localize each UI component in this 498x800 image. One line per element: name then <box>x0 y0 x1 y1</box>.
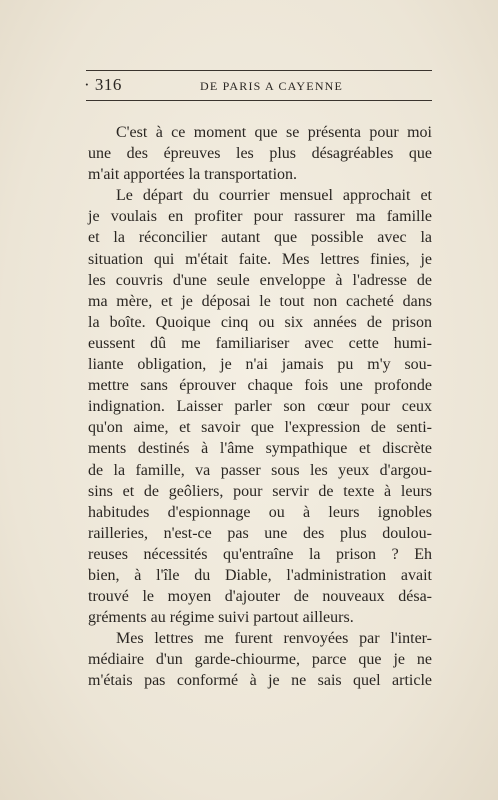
text-line: liante obligation, je n'ai jamais pu m'y sou- <box>88 356 432 374</box>
text-line: qu'on aime, et savoir que l'expression de senti- <box>88 419 432 437</box>
text-line: situation qui m'était faite. Mes lettres finies, je <box>88 250 432 268</box>
text-line: et la réconcilier autant que possible avec la <box>88 229 432 247</box>
text-line: ma mère, et je déposai le tout non cacheté dans <box>88 292 432 310</box>
text-line: la boîte. Quoique cinq ou six années de prison <box>88 313 432 331</box>
text-line: m'étais pas conformé à je ne sais quel article <box>88 672 432 690</box>
text-line: m'ait apportées la transportation. <box>88 166 298 184</box>
text-line: médiaire d'un garde-chiourme, parce que je ne <box>88 651 432 669</box>
text-line: je voulais en profiter pour rassurer ma famille <box>88 208 432 226</box>
text-line: Le départ du courrier mensuel approchait et <box>116 187 432 205</box>
running-head: DE PARIS A CAYENNE <box>200 79 344 93</box>
text-line: ments destinés à l'âme sympathique et discrète <box>88 440 432 458</box>
text-line: les couvris d'une seule enveloppe à l'adresse de <box>88 271 432 289</box>
text-line: une des épreuves les plus désagréables que <box>88 145 432 163</box>
text-line: railleries, n'est-ce pas une des plus doulou- <box>88 524 432 542</box>
text-line: trouvé le moyen d'ajouter de nouveaux désa- <box>88 588 432 606</box>
text-line: bien, à l'île du Diable, l'administration avait <box>88 566 432 584</box>
text-line: de la famille, va passer sous les yeux d'argou- <box>88 461 432 479</box>
text-line: reuses nécessités qu'entraîne la prison ? Eh <box>88 545 432 563</box>
body-text <box>88 122 432 692</box>
text-line: Mes lettres me furent renvoyées par l'inter- <box>116 630 432 648</box>
header-rule-top <box>86 70 432 71</box>
text-line: indignation. Laisser parler son cœur pour ceux <box>88 398 432 416</box>
text-line: sins et de geôliers, pour servir de texte à leurs <box>88 482 432 500</box>
page-number: · 316 <box>84 75 122 94</box>
text-line: eussent dû me familiariser avec cette humi- <box>88 334 432 352</box>
text-line: gréments au régime suivi partout ailleurs. <box>88 609 354 627</box>
text-line: habitudes d'espionnage ou à leurs ignobles <box>88 503 432 521</box>
text-line: C'est à ce moment que se présenta pour moi <box>116 124 432 141</box>
text-line: mettre sans éprouver chaque fois une profonde <box>88 377 432 395</box>
header-rule-bottom <box>86 100 432 101</box>
